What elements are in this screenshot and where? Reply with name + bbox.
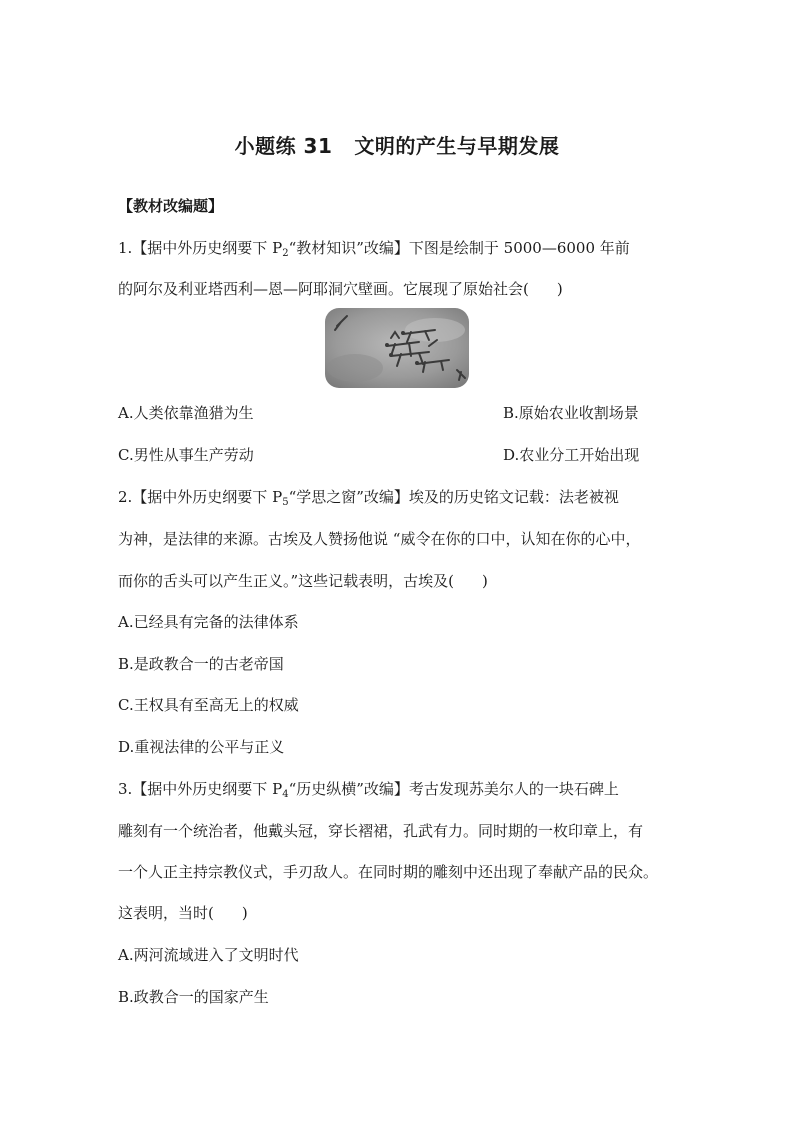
q2-line-1-post: “学思之窗”改编】埃及的历史铭文记载：法老被视 [288,488,619,506]
q2-line-2: 为神，是法律的来源。古埃及人赞扬他说 “威令在你的口中，认知在你的心中， [118,530,641,548]
q1-paren-close: ) [556,280,563,298]
q1-options-row-1 [118,403,683,423]
section-label: 【教材改编题】 [118,197,224,215]
q1-line-1-post: “教材知识”改编】下图是绘制于 5000—6000 年前 [288,239,630,257]
q2-line-3-text: 而你的舌头可以产生正义。”这些记载表明，古埃及( [118,572,455,590]
q3-option-b[interactable]: B.政教合一的国家产生 [118,988,269,1006]
q2-option-a[interactable]: A.已经具有完备的法律体系 [118,613,299,631]
q2-page-sub: 5 [282,497,289,508]
q1-line-2-text: 的阿尔及利亚塔西利—恩—阿耶洞穴壁画。它展现了原始社会( [118,280,529,298]
q2-option-d[interactable]: D.重视法律的公平与正义 [118,738,285,756]
q1-options-row-2 [118,445,683,465]
q3-option-a[interactable]: A.两河流域进入了文明时代 [118,946,299,964]
q1-page-sub: 2 [282,248,289,259]
q3-line-4 [118,903,683,923]
q1-line-1-pre: 1.【据中外历史纲要下 P [118,239,283,257]
q3-line-1-pre: 3.【据中外历史纲要下 P [118,780,283,798]
q2-option-b[interactable]: B.是政教合一的古老帝国 [118,655,284,673]
q3-line-1-post: “历史纵横”改编】考古发现苏美尔人的一块石碑上 [288,780,619,798]
q1-option-c[interactable]: C.男性从事生产劳动 [118,446,254,464]
q1-line-1 [118,238,683,258]
q2-line-3 [118,571,683,591]
q2-line-1 [118,487,683,507]
q3-line-1 [118,779,683,799]
q2-paren-close: ) [482,572,488,590]
q3-line-2: 雕刻有一个统治者，他戴头冠，穿长褶裙，孔武有力。同时期的一枚印章上，有 [118,822,644,840]
title-main: 文明的产生与早期发展 [354,134,560,158]
q3-line-3: 一个人正主持宗教仪式，手刃敌人。在同时期的雕刻中还出现了奉献产品的民众。 [118,863,659,881]
cave-painting-svg [325,308,469,388]
q1-option-a[interactable]: A.人类依靠渔猎为生 [118,404,254,422]
q3-paren-close: ) [241,904,248,922]
q3-line-4-text: 这表明，当时( [118,904,214,922]
q1-line-2 [118,279,683,299]
cave-painting-image [325,308,469,388]
q1-option-b[interactable]: B.原始农业收割场景 [503,404,639,422]
title-prefix: 小题练 31 [234,134,333,158]
q2-option-c[interactable]: C.王权具有至高无上的权威 [118,696,299,714]
page-title [0,130,794,159]
q2-line-1-pre: 2.【据中外历史纲要下 P [118,488,283,506]
q1-option-d[interactable]: D.农业分工开始出现 [503,446,640,464]
q3-page-sub: 4 [282,789,289,800]
